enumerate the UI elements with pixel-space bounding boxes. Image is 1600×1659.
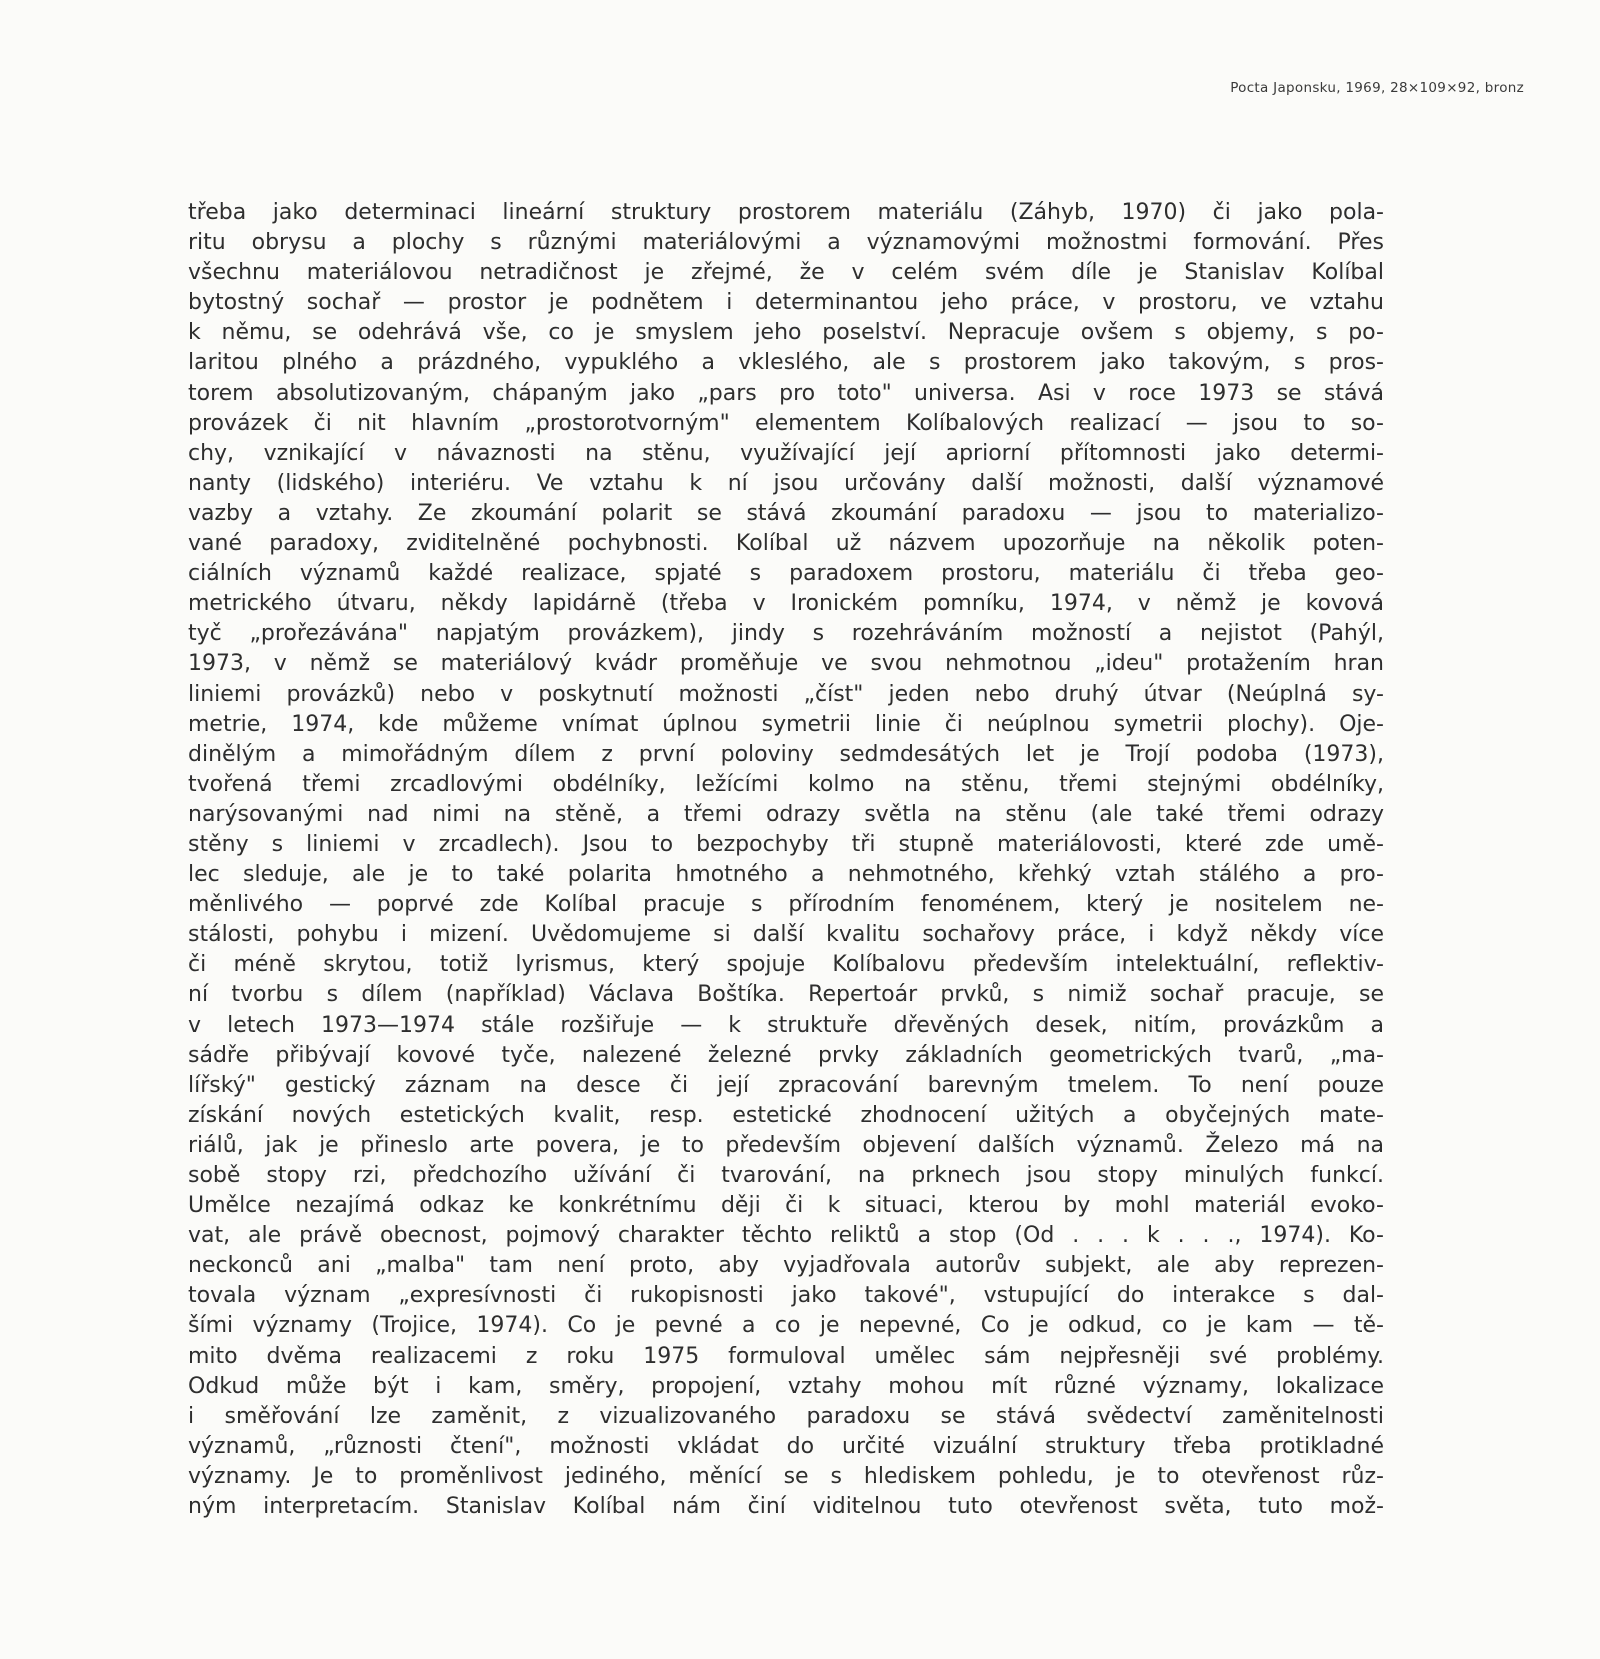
text-line: vat, ale právě obecnost, pojmový charakter těchto reliktů a stop (Od . . . k . . ., 1974). Ko- bbox=[188, 1223, 1384, 1249]
body-text bbox=[188, 198, 1384, 1552]
text-line: tyč „prořezávána" napjatým provázkem), jindy s rozehráváním možností a nejistot (Pahýl, bbox=[188, 621, 1384, 647]
text-line: ciálních významů každé realizace, spjaté s paradoxem prostoru, materiálu či třeba geo- bbox=[188, 561, 1384, 587]
text-line: šími významy (Trojice, 1974). Co je pevné a co je nepevné, Co je odkud, co je kam — tě- bbox=[188, 1313, 1384, 1339]
text-line: sobě stopy rzi, předchozího užívání či tvarování, na prknech jsou stopy minulých funkcí. bbox=[188, 1163, 1384, 1188]
text-line: tvořená třemi zrcadlovými obdélníky, ležícími kolmo na stěnu, třemi stejnými obdélníky, bbox=[188, 771, 1384, 797]
text-line: sádře přibývají kovové tyče, nalezené železné prvky základních geometrických tvarů, „ma- bbox=[188, 1042, 1384, 1068]
text-line: nanty (lidského) interiéru. Ve vztahu k ní jsou určovány další možnosti, další významové bbox=[188, 470, 1384, 496]
text-line: v letech 1973—1974 stále rozšiřuje — k struktuře dřevěných desek, nitím, provázkům a bbox=[188, 1012, 1384, 1038]
text-line: narýsovanými nad nimi na stěně, a třemi odrazy světla na stěnu (ale také třemi odrazy bbox=[188, 801, 1384, 827]
text-line: metrie, 1974, kde můžeme vnímat úplnou symetrii linie či neúplnou symetrii plochy). Oje- bbox=[188, 711, 1384, 737]
text-line bbox=[188, 1522, 1384, 1552]
text-line: 1973, v němž se materiálový kvádr proměňuje ve svou nehmotnou „ideu" protažením hran bbox=[188, 651, 1384, 677]
text-line: všechnu materiálovou netradičnost je zřejmé, že v celém svém díle je Stanislav Kolíbal bbox=[188, 260, 1384, 286]
text-line: mito dvěma realizacemi z roku 1975 formuloval umělec sám nejpřesněji své problémy. bbox=[188, 1343, 1384, 1369]
text-line: ným interpretacím. Stanislav Kolíbal nám činí viditelnou tuto otevřenost světa, tuto mož- bbox=[188, 1494, 1384, 1520]
text-line: měnlivého — poprvé zde Kolíbal pracuje s přírodním fenoménem, který je nositelem ne- bbox=[188, 892, 1384, 918]
text-line: vané paradoxy, zviditelněné pochybnosti. Kolíbal už názvem upozorňuje na několik poten- bbox=[188, 531, 1384, 557]
text-line: ritu obrysu a plochy s různými materiálovými a významovými možnostmi formování. Přes bbox=[188, 230, 1384, 256]
text-line: významy. Je to proměnlivost jediného, měnící se s hlediskem pohledu, je to otevřenost růz- bbox=[188, 1463, 1384, 1489]
text-line: riálů, jak je přineslo arte povera, je to především objevení dalších významů. Železo má na bbox=[188, 1132, 1384, 1158]
text-line: lec sleduje, ale je to také polarita hmotného a nehmotného, křehký vztah stálého a pro- bbox=[188, 862, 1384, 888]
text-line: třeba jako determinaci lineární struktury prostorem materiálu (Záhyb, 1970) či jako pola- bbox=[188, 200, 1384, 225]
text-line: i směřování lze zaměnit, z vizualizovaného paradoxu se stává svědectví zaměnitelnosti bbox=[188, 1403, 1384, 1429]
text-line: ní tvorbu s dílem (například) Václava Boštíka. Repertoár prvků, s nimiž sochař pracuje, se bbox=[188, 982, 1384, 1008]
text-line: Odkud může být i kam, směry, propojení, vztahy mohou mít různé významy, lokalizace bbox=[188, 1373, 1384, 1399]
text-line: stálosti, pohybu i mizení. Uvědomujeme si další kvalitu sochařovy práce, i když někdy více bbox=[188, 922, 1384, 948]
text-line: či méně skrytou, totiž lyrismus, který spojuje Kolíbalovu především intelektuální, reflektiv- bbox=[188, 952, 1384, 978]
text-line: k němu, se odehrává vše, co je smyslem jeho poselství. Nepracuje ovšem s objemy, s po- bbox=[188, 320, 1384, 346]
text-line: Umělce nezajímá odkaz ke konkrétnímu ději či k situaci, kterou by mohl materiál evoko- bbox=[188, 1193, 1384, 1219]
text-line: chy, vznikající v návaznosti na stěnu, využívající její apriorní přítomnosti jako determi- bbox=[188, 440, 1384, 466]
text-line: bytostný sochař — prostor je podnětem i determinantou jeho práce, v prostoru, ve vztahu bbox=[188, 290, 1384, 316]
text-line: získání nových estetických kvalit, resp. estetické zhodnocení užitých a obyčejných mate- bbox=[188, 1102, 1384, 1128]
text-line: laritou plného a prázdného, vypuklého a vkleslého, ale s prostorem jako takovým, s pros- bbox=[188, 350, 1384, 376]
text-line: vazby a vztahy. Ze zkoumání polarit se stává zkoumání paradoxu — jsou to materializo- bbox=[188, 500, 1384, 526]
text-line: lířský" gestický záznam na desce či její zpracování barevným tmelem. To není pouze bbox=[188, 1072, 1384, 1098]
text-line: provázek či nit hlavním „prostorotvorným" elementem Kolíbalových realizací — jsou to so- bbox=[188, 410, 1384, 436]
text-line: dinělým a mimořádným dílem z první poloviny sedmdesátých let je Trojí podoba (1973), bbox=[188, 741, 1384, 767]
text-line: neckonců ani „malba" tam není proto, aby vyjadřovala autorův subjekt, ale aby reprezen- bbox=[188, 1253, 1384, 1279]
text-line: stěny s liniemi v zrcadlech). Jsou to bezpochyby tři stupně materiálovosti, které zde umě- bbox=[188, 831, 1384, 857]
figure-caption: Pocta Japonsku, 1969, 28×109×92, bronz bbox=[1230, 80, 1524, 96]
text-line: liniemi provázků) nebo v poskytnutí možnosti „číst" jeden nebo druhý útvar (Neúplná sy- bbox=[188, 681, 1384, 707]
text-line: významů, „různosti čtení", možnosti vkládat do určité vizuální struktury třeba protikladné bbox=[188, 1433, 1384, 1459]
text-line: torem absolutizovaným, chápaným jako „pars pro toto" universa. Asi v roce 1973 se stává bbox=[188, 380, 1384, 406]
text-line: metrického útvaru, někdy lapidárně (třeba v Ironickém pomníku, 1974, v němž je kovová bbox=[188, 591, 1384, 617]
text-line: tovala význam „expresívnosti či rukopisnosti jako takové", vstupující do interakce s dal- bbox=[188, 1283, 1384, 1309]
